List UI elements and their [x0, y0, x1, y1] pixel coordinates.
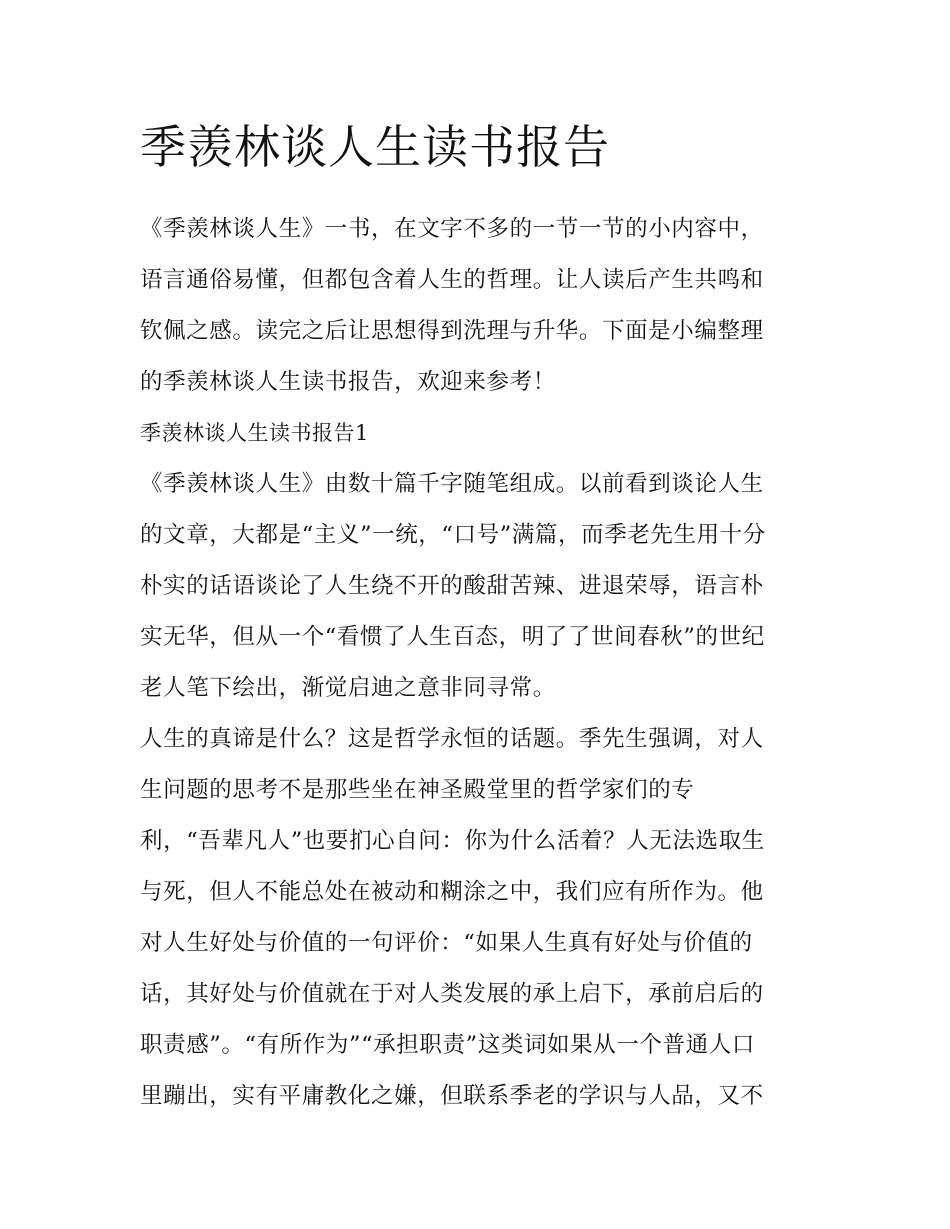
text-line: 与死，但人不能总处在被动和糊涂之中，我们应有所作为。他 [140, 879, 764, 905]
text-line: 里蹦出，实有平庸教化之嫌，但联系季老的学识与人品，又不 [140, 1083, 764, 1109]
document-title: 季羡林谈人生读书报告 [140, 120, 610, 174]
text-line: 钦佩之感。读完之后让思想得到洗理与升华。下面是小编整理 [140, 318, 764, 344]
text-line: 实无华，但从一个“看惯了人生百态，明了了世间春秋”的世纪 [140, 624, 765, 650]
paragraph-1 [140, 459, 812, 714]
text-line: 利，“吾辈凡人”也要扪心自问：你为什么活着？人无法选取生 [140, 828, 765, 854]
text-line: 语言通俗易懂，但都包含着人生的哲理。让人读后产生共鸣和 [140, 267, 764, 293]
text-line: 《季羡林谈人生》由数十篇千字随笔组成。以前看到谈论人生 [140, 471, 764, 497]
section-heading: 季羡林谈人生读书报告1 [140, 421, 369, 445]
intro-paragraph [140, 204, 812, 408]
text-line: 的季羡林谈人生读书报告，欢迎来参考！ [140, 369, 556, 395]
text-line: 人生的真谛是什么？这是哲学永恒的话题。季先生强调，对人 [140, 726, 764, 752]
paragraph-2 [140, 714, 812, 1122]
text-line: 话，其好处与价值就在于对人类发展的承上启下，承前启后的 [140, 981, 764, 1007]
text-line: 生问题的思考不是那些坐在神圣殿堂里的哲学家们的专 [140, 777, 695, 803]
text-line: 对人生好处与价值的一句评价：“如果人生真有好处与价值的 [140, 930, 753, 956]
text-line: 老人笔下绘出，渐觉启迪之意非同寻常。 [140, 675, 556, 701]
text-line: 职责感”。“有所作为”“承担职责”这类词如果从一个普通人口 [140, 1032, 755, 1058]
text-line: 朴实的话语谈论了人生绕不开的酸甜苦辣、进退荣辱，语言朴 [140, 573, 764, 599]
text-line: 的文章，大都是“主义”一统，“口号”满篇，而季老先生用十分 [140, 522, 766, 548]
document-page [140, 112, 812, 1122]
text-line: 《季羡林谈人生》一书，在文字不多的一节一节的小内容中， [140, 216, 764, 242]
